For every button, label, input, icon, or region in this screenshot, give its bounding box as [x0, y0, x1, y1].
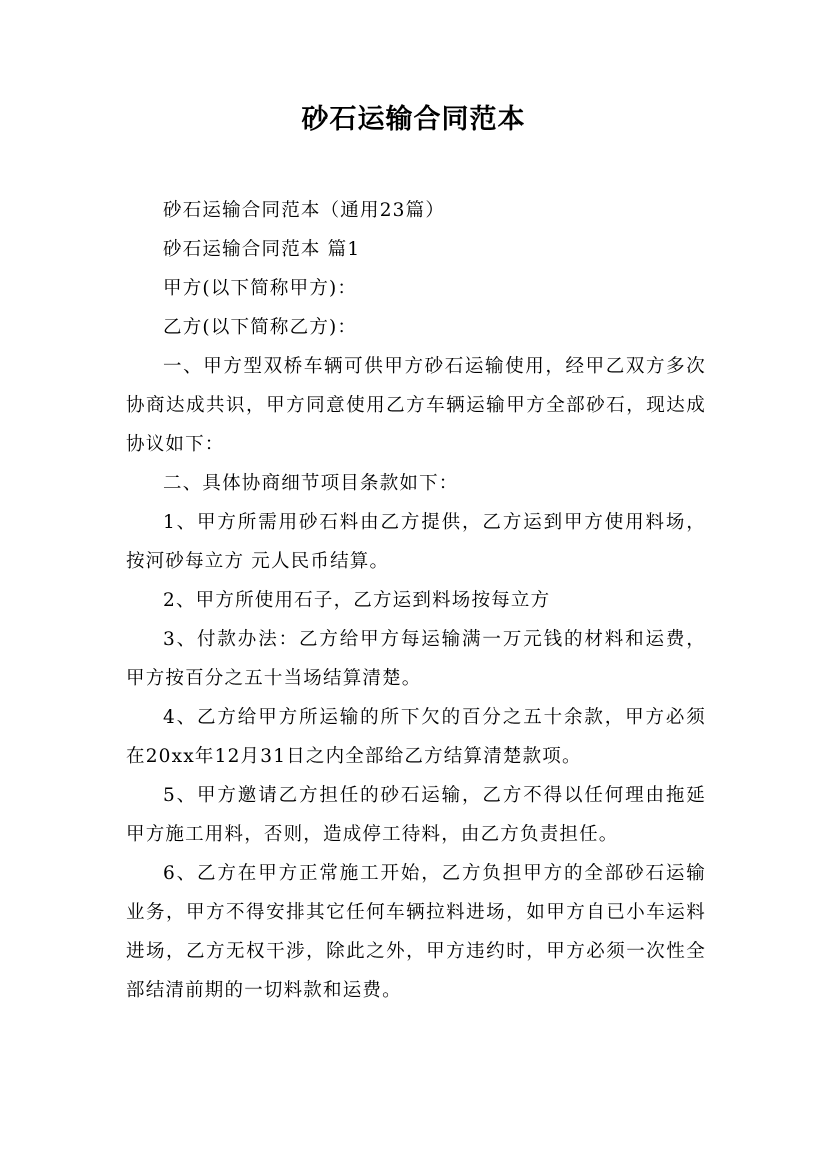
- paragraph-party-a: 甲方(以下简称甲方)：: [163, 278, 358, 299]
- paragraph-item-1: 1、甲方所需用砂石料由乙方提供，乙方运到甲方使用料场，按河砂每立方 元人民币结算。: [126, 512, 706, 572]
- paragraph-heading: 砂石运输合同范本（通用23篇）: [163, 200, 446, 221]
- paragraph-party-b: 乙方(以下简称乙方)：: [163, 317, 358, 338]
- paragraph-clause-2: 二、具体协商细节项目条款如下：: [163, 473, 459, 494]
- document-title: 砂石运输合同范本: [301, 104, 526, 135]
- paragraph-subheading: 砂石运输合同范本 篇1: [163, 239, 361, 260]
- paragraph-item-6: 6、乙方在甲方正常施工开始，乙方负担甲方的全部砂石运输业务，甲方不得安排其它任何车辆拉料进场，如甲方自已小车运料进场，乙方无权干涉，除此之外，甲方违约时，甲方必须一次性全部结清前期的一切料款和运费。: [126, 863, 706, 1001]
- paragraph-item-2: 2、甲方所使用石子，乙方运到料场按每立方: [163, 590, 551, 611]
- paragraph-item-3: 3、付款办法：乙方给甲方每运输满一万元钱的材料和运费，甲方按百分之五十当场结算清楚。: [126, 629, 706, 689]
- paragraph-clause-1: 一、甲方型双桥车辆可供甲方砂石运输使用，经甲乙双方多次协商达成共识，甲方同意使用乙方车辆运输甲方全部砂石，现达成协议如下：: [126, 356, 706, 455]
- document-body: [126, 191, 706, 1010]
- paragraph-item-4: 4、乙方给甲方所运输的所下欠的百分之五十余款，甲方必须在20xx年12月31日之内全部给乙方结算清楚款项。: [126, 707, 706, 767]
- paragraph-item-5: 5、甲方邀请乙方担任的砂石运输，乙方不得以任何理由拖延甲方施工用料，否则，造成停工待料，由乙方负责担任。: [126, 785, 706, 845]
